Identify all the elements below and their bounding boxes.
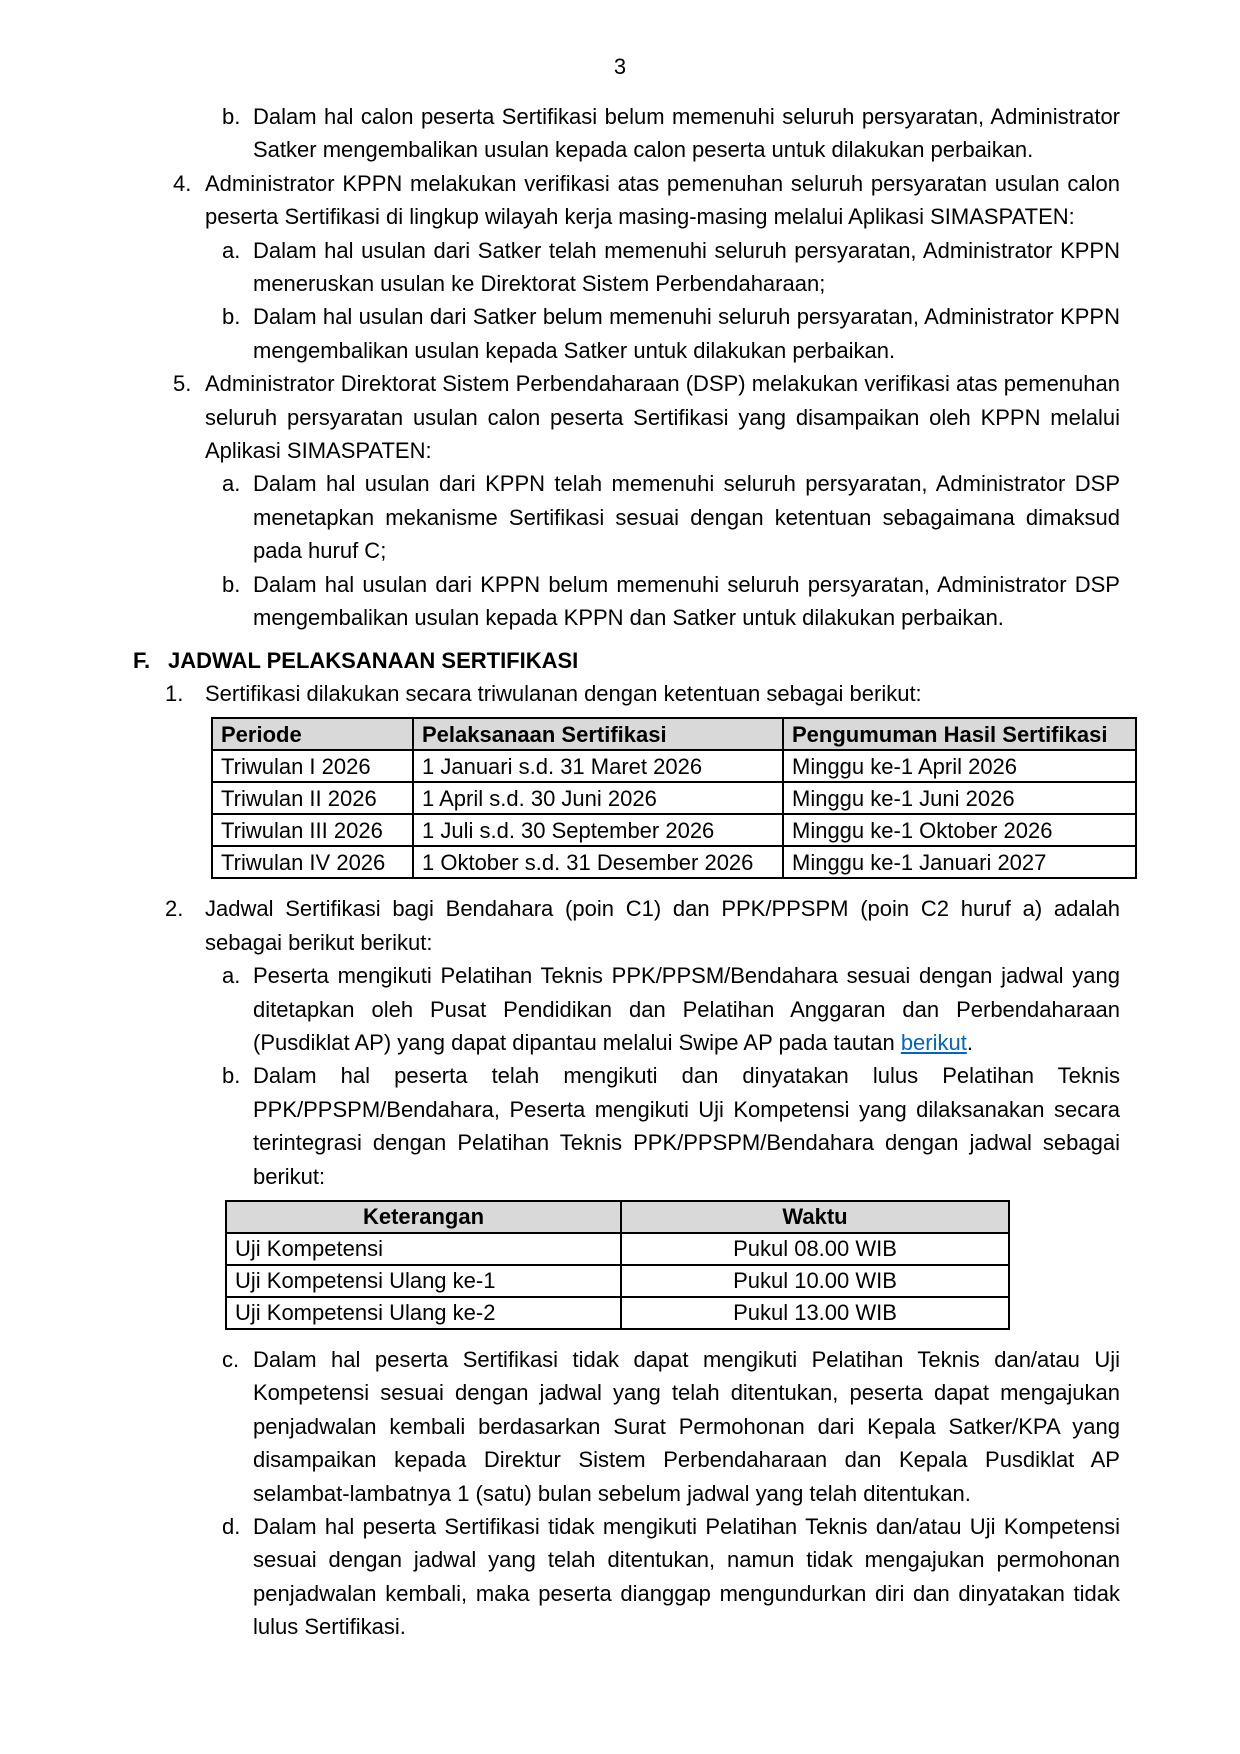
list-marker: 4. [173, 170, 192, 196]
table-cell: Minggu ke-1 Juni 2026 [783, 782, 1136, 814]
list-item-text: Dalam hal usulan dari Satker belum memenuhi seluruh persyaratan, Administrator KPPN mengembalikan usulan kepada Satker untuk dilakukan perbaikan. [253, 304, 1120, 363]
list-item-2d [222, 1510, 1120, 1644]
list-item-5b [222, 568, 1120, 635]
list-item-text: Dalam hal calon peserta Sertifikasi belum memenuhi seluruh persyaratan, Administrator Satker mengembalikan usulan kepada calon peserta untuk dilakukan perbaikan. [253, 104, 1120, 163]
table-cell: Pukul 10.00 WIB [621, 1265, 1009, 1297]
list-marker: c. [222, 1346, 240, 1372]
berikut-hyperlink[interactable]: berikut [900, 1029, 967, 1055]
list-item-text: Administrator KPPN melakukan verifikasi atas pemenuhan seluruh persyaratan usulan calon peserta Sertifikasi di lingkup wilayah kerja masing-masing melalui Aplikasi SIMASPATEN: [205, 170, 1120, 230]
list-marker: a. [222, 471, 241, 497]
table-row [212, 750, 1136, 782]
table-cell: 1 Juli s.d. 30 September 2026 [413, 814, 783, 846]
list-item-text: Jadwal Sertifikasi bagi Bendahara (poin C1) dan PPK/PPSPM (poin C2 huruf a) adalah sebagai berikut berikut: [205, 896, 1120, 955]
list-item-4 [173, 167, 1120, 234]
list-item-2a [222, 959, 1120, 1059]
list-item-2b [222, 1059, 1120, 1193]
table-cell: Pukul 08.00 WIB [621, 1233, 1009, 1265]
list-item-text: Dalam hal usulan dari KPPN belum memenuhi seluruh persyaratan, Administrator DSP mengembalikan usulan kepada KPPN dan Satker untuk dilakukan perbaikan. [253, 571, 1120, 631]
table-header-cell: Waktu [621, 1201, 1009, 1233]
list-item-4a [222, 234, 1120, 301]
list-item-text: Sertifikasi dilakukan secara triwulanan dengan ketentuan sebagai berikut: [205, 680, 922, 706]
section-f-heading [133, 644, 1120, 677]
list-marker: a. [222, 237, 241, 263]
page-number: 3 [613, 54, 627, 79]
text-before-link: Peserta mengikuti Pelatihan Teknis PPK/PPSM/Bendahara sesuai dengan jadwal yang ditetapkan oleh Pusat Pendidikan dan Pelatihan Anggaran dan Perbendaharaan (Pusdiklat AP) yang dapat dipantau melalui Swipe AP pada tautan [253, 963, 1120, 1055]
table-cell: Triwulan IV 2026 [212, 846, 413, 878]
table-row [212, 782, 1136, 814]
list-marker: 2. [165, 896, 184, 922]
list-item-text: Dalam hal peserta Sertifikasi tidak mengikuti Pelatihan Teknis dan/atau Uji Kompetensi sesuai dengan jadwal yang telah ditentukan, namun tidak mengajukan permohonan penjadwalan kembali, maka peserta dianggap mengundurkan diri dan dinyatakan tidak lulus Sertifikasi. [253, 1514, 1120, 1640]
table-header-cell: Pengumuman Hasil Sertifikasi [783, 718, 1136, 750]
list-marker: d. [222, 1514, 241, 1539]
list-item-text: Dalam hal peserta telah mengikuti dan dinyatakan lulus Pelatihan Teknis PPK/PPSPM/Bendahara, Peserta mengikuti Uji Kompetensi yang dilaksanakan secara terintegrasi dengan Pelatihan Teknis PPK/PPSPM/Bendahara dengan jadwal sebagai berikut: [253, 1063, 1120, 1189]
list-marker: b. [222, 1063, 241, 1089]
table-header-cell: Periode [212, 718, 413, 750]
list-marker: 1. [165, 680, 184, 706]
list-item-text [253, 959, 1120, 1059]
table-row [212, 846, 1136, 878]
list-marker: b. [222, 304, 241, 330]
table-cell: Minggu ke-1 Januari 2027 [783, 846, 1136, 878]
list-item-2c [222, 1343, 1120, 1510]
table-row [226, 1265, 1009, 1297]
table-cell: Uji Kompetensi [226, 1233, 621, 1265]
list-marker: a. [222, 963, 241, 989]
list-marker: b. [222, 104, 241, 129]
table-cell: Uji Kompetensi Ulang ke-1 [226, 1265, 621, 1297]
exam-time-table [225, 1200, 1010, 1330]
table-cell: 1 April s.d. 30 Juni 2026 [413, 782, 783, 814]
list-item-text: Dalam hal usulan dari Satker telah memenuhi seluruh persyaratan, Administrator KPPN meneruskan usulan ke Direktorat Sistem Perbendaharaan; [253, 237, 1120, 297]
table-header-row [212, 718, 1136, 750]
table-row [212, 814, 1136, 846]
list-marker: b. [222, 571, 241, 597]
list-marker: 5. [173, 371, 192, 397]
list-item-5 [173, 367, 1120, 467]
table-row [226, 1233, 1009, 1265]
table-cell: Minggu ke-1 April 2026 [783, 750, 1136, 782]
list-item-text: Dalam hal peserta Sertifikasi tidak dapat mengikuti Pelatihan Teknis dan/atau Uji Kompetensi sesuai dengan jadwal yang telah ditentukan, peserta dapat mengajukan penjadwalan kembali berdasarkan Surat Permohonan dari Kepala Satker/KPA yang disampaikan kepada Direktur Sistem Perbendaharaan dan Kepala Pusdiklat AP selambat-lambatnya 1 (satu) bulan sebelum jadwal yang telah ditentukan. [253, 1346, 1120, 1506]
table-row [226, 1297, 1009, 1329]
list-item-text: Dalam hal usulan dari KPPN telah memenuhi seluruh persyaratan, Administrator DSP menetapkan mekanisme Sertifikasi sesuai dengan ketentuan sebagaimana dimaksud pada huruf C; [253, 471, 1120, 564]
section-label: F. [133, 647, 151, 673]
table-cell: Triwulan III 2026 [212, 814, 413, 846]
list-item-4b [222, 300, 1120, 367]
table-cell: Minggu ke-1 Oktober 2026 [783, 814, 1136, 846]
text-after-link: . [966, 1029, 973, 1055]
table-header-row [226, 1201, 1009, 1233]
section-title: JADWAL PELAKSANAAN SERTIFIKASI [168, 647, 579, 673]
certification-schedule-table [211, 717, 1137, 879]
list-item-b-intro [222, 100, 1120, 167]
table-cell: Uji Kompetensi Ulang ke-2 [226, 1297, 621, 1329]
table-cell: Triwulan I 2026 [212, 750, 413, 782]
list-item-2 [165, 892, 1120, 959]
table-cell: 1 Oktober s.d. 31 Desember 2026 [413, 846, 783, 878]
table-cell: Triwulan II 2026 [212, 782, 413, 814]
table-cell: 1 Januari s.d. 31 Maret 2026 [413, 750, 783, 782]
list-item-1 [165, 677, 1120, 710]
table-header-cell: Pelaksanaan Sertifikasi [413, 718, 783, 750]
table-header-cell: Keterangan [226, 1201, 621, 1233]
list-item-5a [222, 467, 1120, 567]
list-item-text: Administrator Direktorat Sistem Perbendaharaan (DSP) melakukan verifikasi atas pemenuhan seluruh persyaratan usulan calon peserta Sertifikasi yang disampaikan oleh KPPN melalui Aplikasi SIMASPATEN: [205, 371, 1120, 464]
table-cell: Pukul 13.00 WIB [621, 1297, 1009, 1329]
